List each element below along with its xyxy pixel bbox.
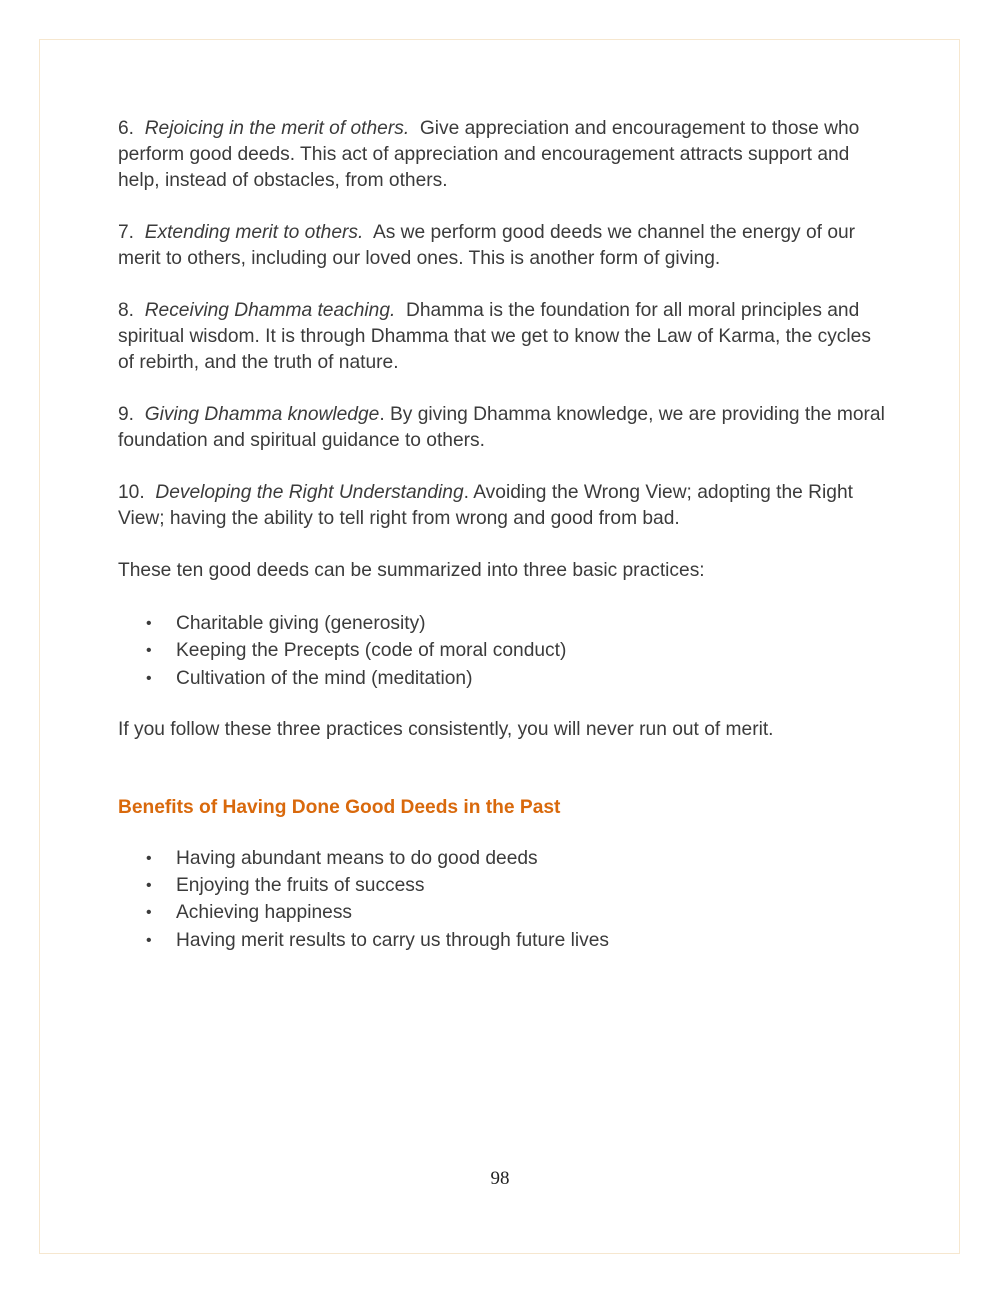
- list-item-text: Keeping the Precepts (code of moral conduct): [176, 640, 567, 662]
- list-item-text: Achieving happiness: [176, 902, 353, 924]
- section-heading: Benefits of Having Done Good Deeds in the Past: [118, 796, 561, 818]
- bullet-icon: •: [146, 931, 152, 949]
- bullet-icon: •: [146, 877, 152, 895]
- list-item: [118, 637, 888, 664]
- list-item: [118, 665, 888, 692]
- bullet-icon: •: [146, 615, 152, 632]
- list-item: [118, 845, 888, 872]
- list-item-text: Charitable giving (generosity): [176, 613, 426, 634]
- list-item-text: Cultivation of the mind (meditation): [176, 667, 473, 689]
- item-title: Rejoicing in the merit of others.: [144, 118, 410, 139]
- item-number: 8.: [118, 300, 135, 321]
- item-text: As we perform good deeds we channel the energy of our merit to others, including our loved ones. This is another form of giving.: [118, 222, 856, 269]
- item-title: Developing the Right Understanding: [155, 482, 464, 503]
- list-item: [118, 610, 888, 637]
- page-number: 98: [490, 1168, 510, 1189]
- bullet-icon: •: [146, 642, 152, 660]
- item-number: 7.: [118, 222, 135, 243]
- deed-item-10: [118, 480, 888, 532]
- item-number: 9.: [118, 404, 135, 425]
- item-number: 6.: [118, 118, 135, 139]
- item-text: Dhamma is the foundation for all moral principles and spiritual wisdom. It is through Dhamma that we get to know the Law of Karma, the cycles of rebirth, and the truth of nature.: [118, 300, 871, 373]
- item-title: Receiving Dhamma teaching.: [144, 300, 396, 321]
- bullet-icon: •: [146, 669, 152, 687]
- list-item: [118, 872, 888, 899]
- list-item-text: Enjoying the fruits of success: [176, 875, 425, 897]
- practices-list: [118, 610, 888, 692]
- list-item: [118, 927, 888, 954]
- item-text: Give appreciation and encouragement to those who perform good deeds. This act of appreciation and encouragement attracts support and help, instead of obstacles, from others.: [118, 118, 860, 191]
- deed-item-9: [118, 402, 888, 454]
- item-number: 10.: [118, 482, 145, 503]
- list-item: [118, 899, 888, 926]
- list-item-text: Having merit results to carry us through future lives: [176, 929, 609, 951]
- summary-intro: These ten good deeds can be summarized into three basic practices:: [118, 560, 705, 581]
- item-text: . By giving Dhamma knowledge, we are providing the moral foundation and spiritual guidance to others.: [118, 404, 885, 451]
- item-title: Extending merit to others.: [144, 222, 364, 243]
- bullet-icon: •: [146, 904, 152, 922]
- list-item-text: Having abundant means to do good deeds: [176, 847, 538, 869]
- item-text: . Avoiding the Wrong View; adopting the Right View; having the ability to tell right from wrong and good from bad.: [118, 482, 853, 529]
- page-content: [118, 116, 888, 979]
- deed-item-8: [118, 298, 888, 376]
- deed-item-7: [118, 220, 888, 272]
- item-title: Giving Dhamma knowledge: [144, 404, 380, 425]
- conclusion: If you follow these three practices consistently, you will never run out of merit.: [118, 718, 774, 740]
- benefits-list: [118, 845, 888, 954]
- deed-item-6: [118, 116, 888, 194]
- bullet-icon: •: [146, 849, 152, 867]
